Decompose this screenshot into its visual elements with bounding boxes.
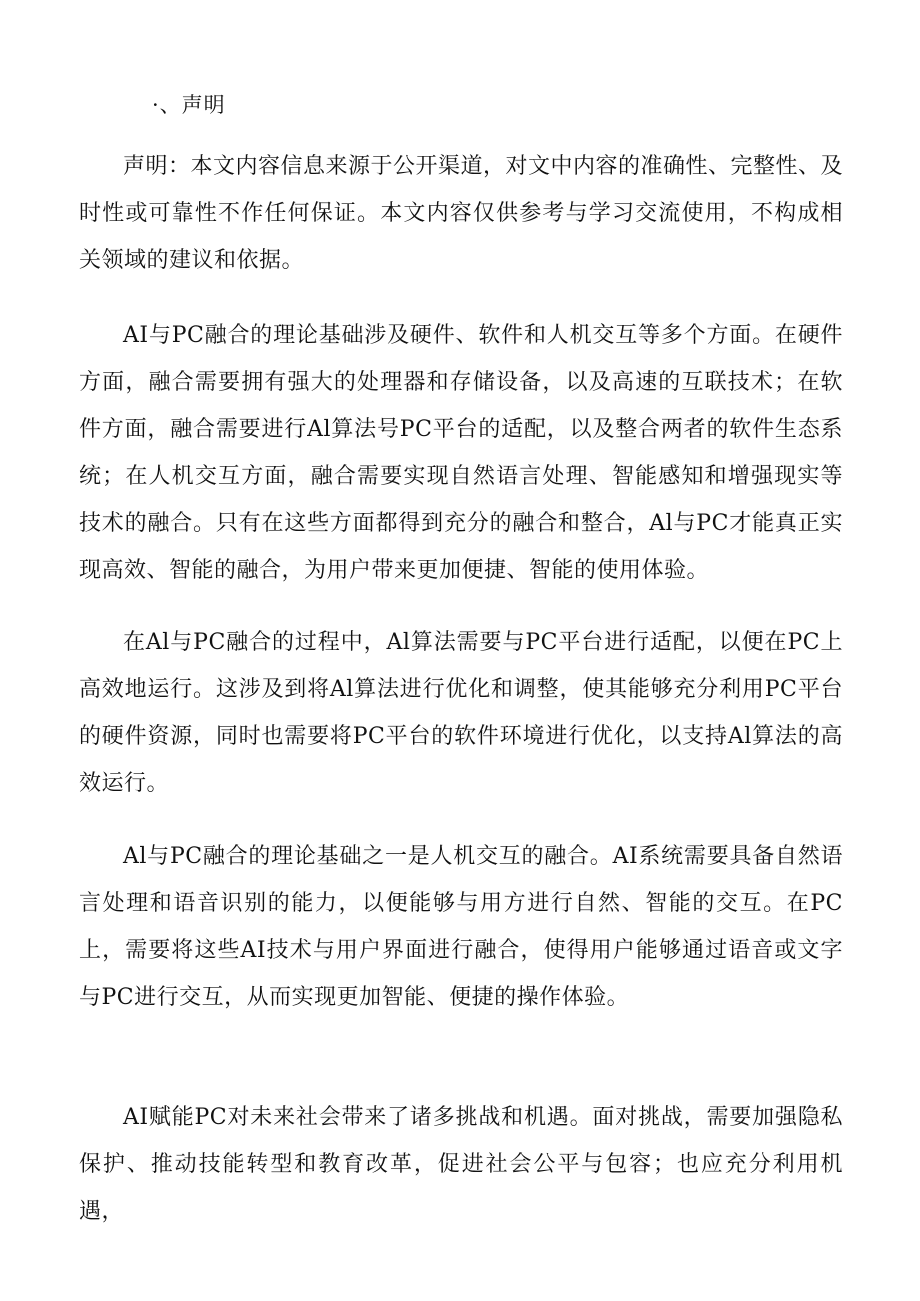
section-heading: ·、声明	[152, 93, 226, 117]
paragraph-algorithm-adaptation: 在Al与PC融合的过程中，Al算法需要与PC平台进行适配，以便在PC上高效地运行。这涉及到将Al算法进行优化和调整，使其能够充分利用PC平台的硬件资源，同时也需要将PC平台的软件环境进行优化，以支持Al算法的高效运行。	[79, 630, 843, 796]
paragraph-challenges-opportunities: AI赋能PC对未来社会带来了诸多挑战和机遇。面对挑战，需要加强隐私保护、推动技能转型和教育改革，促进社会公平与包容；也应充分利用机遇，	[79, 1105, 843, 1224]
paragraph-disclaimer: 声明：本文内容信息来源于公开渠道，对文中内容的准确性、完整性、及时性或可靠性不作任何保证。本文内容仅供参考与学习交流使用，不构成相关领域的建议和依据。	[79, 154, 844, 273]
paragraph-theory-foundation: AI与PC融合的理论基础涉及硬件、软件和人机交互等多个方面。在硬件方面，融合需要拥有强大的处理器和存储设备，以及高速的互联技术；在软件方面，融合需要进行Al算法号PC平台的适配，以及整合两者的软件生态系统；在人机交互方面，融合需要实现自然语言处理、智能感知和增强现实等技术的融合。只有在这些方面都得到充分的融合和整合，Al与PC才能真正实现高效、智能的融合，为用户带来更加便捷、智能的使用体验。	[79, 323, 843, 583]
paragraph-human-computer-interaction: Al与PC融合的理论基础之一是人机交互的融合。AI系统需要具备自然语言处理和语音识别的能力，以便能够与用方进行自然、智能的交互。在PC上，需要将这些AI技术与用户界面进行融合，使得用户能够通过语音或文字与PC进行交互，从而实现更加智能、便捷的操作体验。	[79, 844, 843, 1010]
